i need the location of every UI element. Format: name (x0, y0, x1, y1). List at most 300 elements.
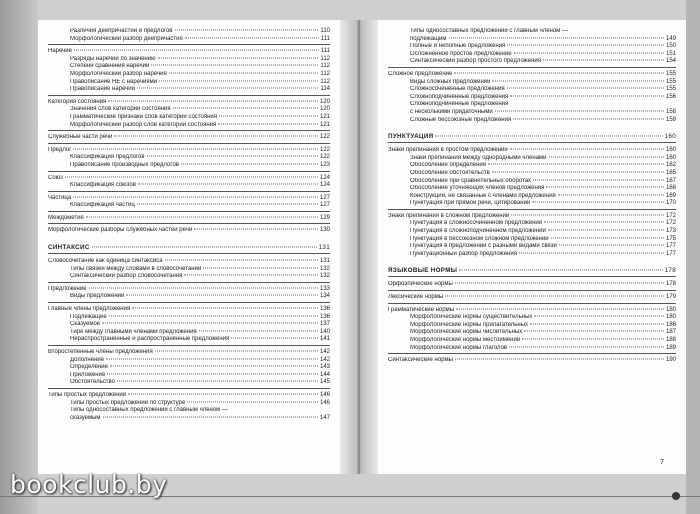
toc-entry[interactable] (388, 228, 676, 236)
toc-entry-page: 122 (319, 154, 330, 161)
toc-entry-page: 150 (665, 43, 676, 50)
toc-entry-title: Обособление определений (410, 162, 487, 169)
toc-entry[interactable] (388, 322, 676, 330)
toc-entry[interactable] (388, 101, 676, 109)
toc-entry[interactable] (388, 58, 676, 66)
dot-leader (219, 115, 318, 116)
toc-entry-title: Конструкции, не связанные с членами предложения (410, 192, 556, 199)
toc-entry[interactable] (48, 215, 330, 223)
dot-leader (459, 270, 662, 271)
left-page (38, 20, 340, 474)
right-page (378, 20, 686, 474)
toc-entry-title: Пунктуация в бессоюзном сложном предложении (410, 235, 549, 242)
toc-entry-title: Осложнённое простое предложение (410, 50, 512, 57)
toc-entry[interactable] (48, 357, 330, 365)
toc-entry-title: Сложноподчинённые предложения (410, 101, 509, 108)
toc-entry-page: 134 (319, 293, 330, 300)
toc-entry-page: 189 (665, 344, 676, 351)
toc-entry-title: Сложносочинённые предложения (410, 86, 505, 93)
left-toc-column (48, 28, 330, 426)
toc-entry-title: Определение (70, 364, 108, 371)
dot-leader (543, 60, 664, 61)
dot-leader (454, 72, 664, 73)
toc-entry[interactable] (388, 109, 676, 117)
toc-entry-title: Категория состояния (48, 98, 107, 105)
section-heading[interactable] (48, 244, 330, 254)
toc-entry-page: 123 (319, 161, 330, 168)
toc-entry-title: Пунктуация в сложносочинённом предложении (410, 220, 543, 227)
toc-entry-page: 129 (319, 214, 330, 221)
dot-leader (158, 57, 319, 58)
toc-entry-title: Классификация частиц (70, 202, 135, 209)
dot-leader (455, 283, 664, 284)
dot-leader (65, 176, 318, 177)
dot-leader (165, 260, 318, 261)
toc-entry[interactable] (48, 407, 330, 415)
toc-entry-page: 142 (319, 349, 330, 355)
toc-entry-title: Морфологические нормы числительных (410, 329, 523, 336)
toc-entry[interactable] (48, 273, 330, 281)
dot-leader (513, 118, 664, 119)
dot-leader (507, 45, 664, 46)
toc-entry[interactable] (388, 86, 676, 94)
toc-group (48, 48, 330, 96)
toc-entry[interactable] (388, 213, 676, 221)
toc-entry-title: Синтаксические нормы (388, 357, 453, 364)
dot-leader (169, 72, 319, 73)
toc-entry[interactable] (388, 200, 676, 208)
dot-leader (114, 136, 318, 137)
toc-entry-title: Морфологический разбор наречия (70, 70, 167, 77)
toc-entry-title: Предложение (48, 285, 87, 292)
toc-entry[interactable] (48, 314, 330, 322)
dot-leader (194, 229, 318, 230)
toc-entry-title: Правописание НЕ с наречиями (70, 78, 158, 85)
dot-leader (128, 393, 318, 394)
toc-entry[interactable] (388, 94, 676, 102)
toc-entry[interactable] (48, 114, 330, 122)
toc-entry-page: 177 (665, 250, 676, 257)
dot-leader (117, 381, 318, 382)
toc-entry-title: Виды предложений (70, 293, 125, 300)
dot-leader (231, 338, 318, 339)
toc-entry-title: Типы простых предложений (48, 391, 127, 398)
dot-leader (455, 359, 664, 360)
toc-entry[interactable] (388, 357, 676, 365)
toc-entry-title: Пунктуация в сложноподчинённом предложении (410, 228, 546, 235)
toc-entry-title: Второстепенные члены предложения (48, 349, 153, 355)
toc-entry[interactable] (388, 155, 676, 163)
toc-entry[interactable] (48, 162, 330, 170)
toc-entry[interactable] (48, 122, 330, 130)
toc-entry-page: 190 (665, 357, 676, 364)
toc-entry-title: Союз (48, 174, 63, 181)
dot-leader (137, 204, 318, 205)
section-heading[interactable] (388, 267, 676, 277)
toc-group (388, 357, 676, 366)
toc-entry[interactable] (388, 79, 676, 87)
toc-entry-page: 154 (665, 58, 676, 65)
toc-entry[interactable] (48, 175, 330, 183)
toc-entry-title: Морфологические нормы прилагательных (410, 321, 528, 328)
toc-entry-title: Сложное предложение (388, 70, 453, 77)
toc-group (48, 258, 330, 283)
toc-entry-page: 137 (319, 321, 330, 328)
toc-entry-page: 162 (665, 162, 676, 169)
dot-leader (89, 287, 318, 288)
dot-leader (181, 163, 318, 164)
section-heading[interactable] (388, 133, 676, 143)
dot-leader (92, 247, 317, 248)
toc-entry-page: 160 (665, 147, 676, 154)
toc-entry-page: 156 (665, 93, 676, 100)
toc-entry-page: 124 (319, 174, 330, 181)
toc-entry-page: 165 (665, 169, 676, 176)
toc-entry-title: Частица (48, 194, 72, 201)
toc-group (388, 147, 676, 210)
toc-entry[interactable] (48, 379, 330, 387)
dot-leader (519, 252, 664, 253)
toc-entry-page: 112 (320, 78, 330, 85)
dot-leader (558, 194, 664, 195)
dot-leader (106, 358, 318, 359)
toc-entry-page: 127 (319, 194, 330, 201)
toc-entry-title: Знаки препинания в простом предложении (388, 147, 508, 154)
toc-entry-title: Морфологические разборы служебных частей речи (48, 227, 193, 234)
dot-leader (218, 123, 318, 124)
toc-entry[interactable] (48, 56, 330, 64)
toc-entry-page: 155 (665, 86, 676, 93)
dot-leader (492, 80, 664, 81)
toc-entry[interactable] (388, 281, 676, 289)
dot-leader (138, 184, 318, 185)
toc-entry[interactable] (48, 336, 330, 344)
toc-group (48, 286, 330, 303)
toc-entry-page: 146 (319, 391, 330, 398)
toc-entry[interactable] (388, 307, 676, 315)
toc-entry-page: 131 (319, 258, 330, 265)
right-page-edge (686, 0, 700, 514)
toc-entry[interactable] (48, 134, 330, 142)
toc-entry-page: 179 (665, 294, 676, 301)
dot-leader (514, 52, 664, 53)
toc-entry-page: 144 (319, 371, 330, 378)
dot-leader (86, 216, 318, 217)
toc-entry[interactable] (388, 28, 676, 36)
book-gutter (340, 20, 378, 474)
toc-entry[interactable] (388, 236, 676, 244)
dot-leader (534, 316, 664, 317)
toc-entry-page: 110 (320, 28, 330, 34)
dot-leader (126, 295, 318, 296)
toc-entry[interactable] (388, 51, 676, 59)
toc-entry[interactable] (48, 286, 330, 294)
dot-leader (509, 346, 664, 347)
dot-leader (187, 401, 318, 402)
toc-entry-page: 111 (320, 35, 330, 42)
toc-entry-page: 114 (320, 86, 330, 93)
dot-leader (199, 330, 318, 331)
toc-entry-title: Синтаксический разбор словосочетания (70, 273, 183, 280)
dot-leader (74, 50, 319, 51)
toc-entry[interactable] (388, 178, 676, 186)
toc-entry-title: Типы связей между словами в словосочетании (70, 265, 202, 272)
toc-group (48, 147, 330, 172)
section-title: ЯЗЫКОВЫЕ НОРМЫ (388, 267, 458, 275)
toc-entry-title: Пунктуация в предложении с разными видами связи (410, 243, 557, 250)
toc-entry-page: 149 (665, 35, 676, 42)
toc-entry[interactable] (388, 117, 676, 125)
toc-group (48, 134, 330, 144)
dot-leader (548, 230, 664, 231)
toc-entry[interactable] (48, 321, 330, 329)
toc-entry[interactable] (48, 293, 330, 301)
dot-leader (530, 323, 664, 324)
toc-entry-page: 170 (665, 200, 676, 207)
toc-entry-page: 188 (665, 337, 676, 343)
toc-entry-title: Грамматические нормы (388, 306, 455, 313)
toc-entry-title: Лексические нормы (388, 294, 444, 301)
toc-entry[interactable] (388, 329, 676, 337)
toc-entry-title: Пунктуация при прямой речи, цитировании (410, 200, 531, 207)
section-page: 131 (318, 244, 330, 252)
toc-entry-title: Пунктуационный разбор предложения (410, 250, 517, 257)
toc-entry[interactable] (388, 147, 676, 155)
toc-entry-title: Классификация предлогов (70, 154, 145, 161)
dot-leader (495, 110, 664, 111)
dot-leader (132, 308, 318, 309)
toc-entry-title: Различия деепричастий и предлогов (70, 28, 173, 34)
dot-leader (544, 222, 664, 223)
toc-entry-page: 147 (319, 414, 330, 421)
toc-entry-title: Типы односоставных предложений с главным членом — (410, 28, 568, 34)
toc-entry-title: Морфологический разбор деепричастия (70, 35, 183, 42)
toc-entry-title: Нераспространённые и распространённые предложения (70, 336, 230, 343)
toc-entry-page: 142 (319, 356, 330, 363)
toc-entry-page: 173 (665, 228, 676, 235)
toc-entry-page: 145 (319, 379, 330, 386)
toc-entry-title: подлежащим (410, 35, 447, 42)
dot-leader (73, 196, 318, 197)
toc-entry[interactable] (388, 36, 676, 44)
toc-entry-page: 146 (319, 399, 330, 406)
dot-leader (551, 237, 664, 238)
dot-leader (546, 187, 664, 188)
dot-leader (109, 315, 318, 316)
dot-leader (524, 331, 664, 332)
section-page: 178 (664, 267, 676, 275)
dot-leader (73, 148, 318, 149)
toc-entry[interactable] (388, 243, 676, 251)
dot-leader (532, 202, 664, 203)
toc-group (48, 349, 330, 389)
toc-entry-page: 121 (319, 113, 330, 120)
toc-entry-title: Обособление уточняющих членов предложения (410, 185, 545, 192)
toc-entry[interactable] (48, 63, 330, 71)
dot-leader (456, 308, 664, 309)
toc-entry[interactable] (48, 329, 330, 337)
toc-entry[interactable] (388, 345, 676, 353)
toc-entry-title: Сказуемое (70, 321, 101, 328)
toc-entry[interactable] (388, 43, 676, 51)
toc-entry[interactable] (48, 227, 330, 235)
toc-entry[interactable] (48, 195, 330, 203)
toc-entry[interactable] (48, 415, 330, 423)
toc-group (48, 175, 330, 192)
toc-entry-page: 122 (319, 134, 330, 141)
dot-leader (173, 108, 318, 109)
toc-entry[interactable] (388, 170, 676, 178)
toc-entry[interactable] (48, 86, 330, 94)
toc-entry-page: 121 (319, 121, 330, 128)
toc-entry-page: 111 (320, 48, 330, 55)
toc-entry-title: Словосочетание как единица синтаксиса (48, 258, 163, 265)
toc-entry-title: Типы односоставных предложений с главным членом — (70, 407, 228, 414)
toc-entry-title: Предлог (48, 146, 72, 153)
toc-entry[interactable] (48, 48, 330, 56)
toc-entry-page: 178 (665, 281, 676, 288)
toc-entry[interactable] (388, 220, 676, 228)
dot-leader (147, 156, 318, 157)
toc-entry-page: 160 (665, 154, 676, 161)
toc-entry-title: Тире между главными членами предложения (70, 328, 197, 335)
toc-entry[interactable] (48, 36, 330, 44)
toc-entry-title: Сложные бессоюзные предложения (410, 116, 512, 123)
dot-leader (102, 323, 318, 324)
toc-entry[interactable] (48, 99, 330, 107)
toc-entry[interactable] (388, 294, 676, 302)
toc-entry[interactable] (388, 71, 676, 79)
dot-leader (175, 30, 319, 31)
toc-entry-page: 133 (319, 285, 330, 292)
toc-entry[interactable] (388, 185, 676, 193)
toc-entry-title: Обстоятельство (70, 379, 115, 386)
toc-entry-page: 143 (319, 364, 330, 371)
toc-entry-page: 130 (319, 227, 330, 234)
toc-entry-page: 132 (319, 265, 330, 272)
toc-entry-page: 112 (320, 70, 330, 77)
toc-entry-title: Знаки препинания в сложном предложении (388, 212, 510, 219)
toc-entry-page: 141 (319, 336, 330, 343)
dot-leader (549, 156, 664, 157)
toc-entry-title: Обособление при сравнительных оборотах (410, 177, 532, 184)
dot-leader (510, 95, 664, 96)
toc-group (388, 294, 676, 304)
right-toc-column (388, 28, 676, 369)
dot-leader (533, 179, 664, 180)
toc-entry-title: Знаки препинания между однородными членами (410, 154, 547, 161)
toc-entry-title: Виды сложных предложений (410, 78, 491, 85)
toc-entry-page: 155 (665, 70, 676, 77)
toc-entry-title: Типы простых предложений по структуре (70, 399, 186, 406)
dot-leader (510, 149, 664, 150)
toc-entry-title: Морфологический разбор слов категории состояния (70, 121, 217, 128)
toc-entry-title: Приложение (70, 371, 106, 378)
dot-leader (559, 245, 664, 246)
dot-leader (110, 366, 318, 367)
toc-group (48, 28, 330, 45)
toc-entry-title: Значения слов категории состояния (70, 106, 171, 113)
dot-leader (445, 296, 664, 297)
toc-entry[interactable] (48, 372, 330, 380)
toc-entry[interactable] (48, 106, 330, 114)
toc-entry-title: Сложноподчинённые предложения (410, 93, 509, 100)
toc-entry-title: Классификация союзов (70, 182, 136, 189)
toc-entry-page: 168 (665, 185, 676, 192)
toc-entry[interactable] (48, 79, 330, 87)
toc-group (388, 281, 676, 291)
toc-entry-page: 132 (319, 273, 330, 280)
toc-entry-page: 172 (665, 212, 676, 219)
toc-entry-title: Дополнение (70, 356, 105, 363)
toc-entry[interactable] (48, 202, 330, 210)
toc-group (48, 215, 330, 225)
toc-entry[interactable] (48, 28, 330, 36)
toc-group (388, 307, 676, 355)
toc-group (48, 392, 330, 423)
toc-entry-title: с несколькими придаточными (410, 108, 493, 115)
toc-entry[interactable] (388, 193, 676, 201)
toc-entry-page: 151 (665, 50, 676, 57)
toc-entry[interactable] (48, 349, 330, 357)
toc-entry[interactable] (48, 182, 330, 190)
toc-entry[interactable] (388, 337, 676, 345)
page-number: 7 (660, 459, 664, 466)
toc-entry-page: 167 (665, 177, 676, 184)
toc-entry-page: 120 (319, 106, 330, 113)
toc-group (48, 195, 330, 212)
toc-entry-page: 187 (665, 329, 676, 336)
toc-entry-title: Морфологические нормы существительных (410, 314, 533, 321)
dot-leader (507, 88, 664, 89)
toc-entry[interactable] (388, 314, 676, 322)
toc-entry-page: 112 (320, 63, 330, 70)
toc-entry[interactable] (388, 162, 676, 170)
toc-entry-page: 155 (665, 78, 676, 85)
toc-entry[interactable] (48, 71, 330, 79)
toc-entry[interactable] (48, 400, 330, 408)
toc-entry[interactable] (48, 266, 330, 274)
toc-entry[interactable] (388, 251, 676, 259)
dot-leader (151, 65, 318, 66)
toc-entry-page: 180 (665, 314, 676, 321)
dot-leader (511, 214, 664, 215)
dot-leader (103, 416, 318, 417)
section-title: ПУНКТУАЦИЯ (388, 133, 434, 141)
toc-entry[interactable] (48, 154, 330, 162)
toc-entry[interactable] (48, 147, 330, 155)
toc-entry-title: Правописание наречий (70, 86, 136, 93)
toc-entry-title: Морфологические нормы глаголов (410, 344, 508, 351)
toc-entry-title: Подлежащее (70, 313, 107, 320)
toc-entry-title: Степени сравнения наречий (70, 63, 150, 70)
dot-leader (449, 37, 664, 38)
toc-entry-page: 122 (319, 146, 330, 153)
toc-entry[interactable] (48, 306, 330, 314)
toc-entry-page: 112 (320, 55, 330, 62)
toc-entry-page: 169 (665, 192, 676, 199)
toc-entry[interactable] (48, 364, 330, 372)
dot-leader (203, 267, 318, 268)
toc-entry-title: Орфоэпические нормы (388, 281, 453, 288)
toc-entry[interactable] (48, 258, 330, 266)
toc-entry[interactable] (48, 392, 330, 400)
toc-entry-title: Разряды наречий по значению (70, 55, 156, 62)
toc-group (388, 71, 676, 125)
toc-entry-page: 127 (319, 202, 330, 209)
toc-entry-page: 177 (665, 243, 676, 250)
toc-entry-page: 124 (319, 182, 330, 189)
